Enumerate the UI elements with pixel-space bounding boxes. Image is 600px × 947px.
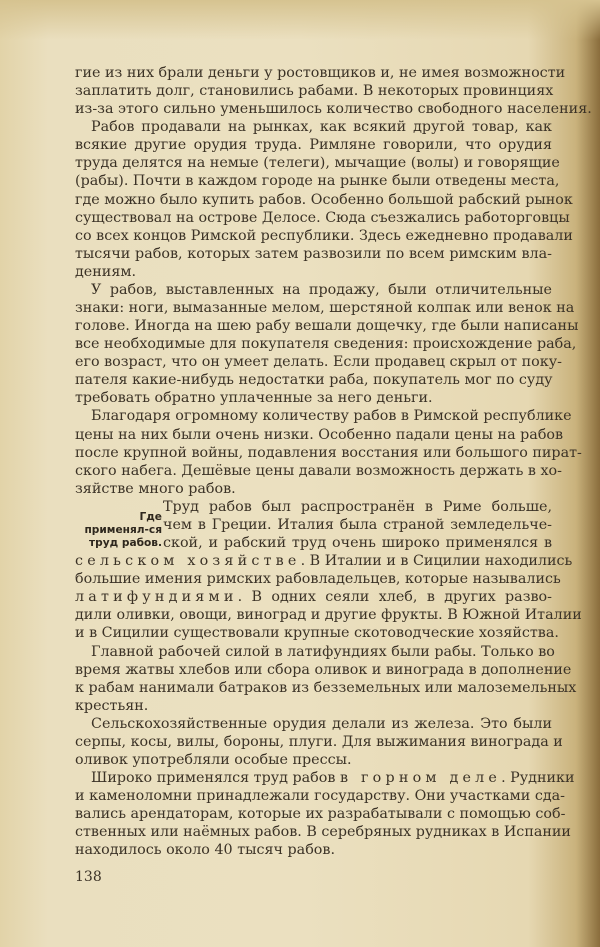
text-line [75, 191, 573, 209]
text-line [75, 136, 552, 154]
text-line [75, 480, 552, 498]
text-segment: . В одних сеяли хлеб, в других разво- [237, 589, 552, 606]
text-line [75, 353, 562, 371]
text-segment: вались арендаторам, которые их разрабатывали с помощью соб- [75, 806, 566, 823]
text-segment: из-за этого сильно уменьшилось количество свободного населения. [75, 101, 592, 118]
margin-note: Где применял-ся труд рабов. [84, 511, 162, 549]
text-line [75, 787, 566, 805]
text-segment: его возраст, что он умеет делать. Если продавец скрыл от поку- [75, 354, 562, 371]
text-segment: У рабов, выставленных на продажу, были отличительные [91, 281, 552, 298]
text-line [75, 227, 573, 245]
text-segment: требовать обратно уплаченные за него деньги. [75, 390, 433, 407]
page-number: 138 [75, 869, 102, 885]
text-line [75, 426, 564, 444]
text-segment: Рабов продавали на рынках, как всякий другой товар, как [91, 119, 552, 136]
text-segment: труда делятся на немые (телеги), мычащие (волы) и говорящие [75, 155, 560, 172]
text-segment: Труд рабов был распространён в Риме больше, [163, 498, 552, 515]
text-segment: находилось около 40 тысяч рабов. [75, 842, 335, 859]
text-segment: Сельскохозяйственные орудия делали из железа. Это были [91, 715, 552, 732]
text-line [75, 299, 575, 317]
text-segment: большие имения римских рабовладельцев, которые назывались [75, 571, 561, 588]
text-segment: время жатвы хлебов или сбора оливок и винограда в дополнение [75, 661, 572, 678]
text-line [75, 769, 575, 787]
text-segment: крестьян. [75, 697, 149, 714]
text-segment: всякие другие орудия труда. Римляне говорили, что орудия [75, 137, 552, 154]
text-line [75, 570, 561, 588]
text-line [75, 245, 552, 263]
text-segment: где можно было купить рабов. Особенно большой рабский рынок [75, 191, 573, 208]
text-line [75, 624, 559, 642]
text-segment: Широко применялся труд рабов [91, 770, 340, 787]
text-segment: пателя какие-нибудь недостатки раба, покупатель мог по суду [75, 372, 553, 389]
text-segment: цены на них были очень низки. Особенно падали цены на рабов [75, 426, 564, 443]
text-line [75, 462, 562, 480]
text-segment: гие из них брали деньги у ростовщиков и, не имея возможности [75, 65, 566, 81]
text-segment: (рабы). Почти в каждом городе на рынке были отведены места, [75, 173, 560, 190]
text-line [75, 100, 592, 118]
text-line [75, 588, 552, 606]
text-segment: чем в Греции. Италия была страной земледельче- [163, 516, 552, 533]
text-line [75, 118, 552, 136]
spaced-emphasis: сельском хозяйстве [75, 553, 301, 570]
text-segment: серпы, косы, вилы, бороны, плуги. Для выжимания винограда и [75, 733, 563, 750]
text-line [75, 841, 552, 859]
text-segment: . Рудники [501, 770, 575, 787]
text-segment: голове. Иногда на шею рабу вешали дощечку, где были написаны [75, 318, 579, 335]
text-line [75, 281, 552, 299]
text-line [75, 552, 573, 570]
text-line [75, 154, 560, 172]
text-line [163, 498, 552, 516]
text-line [75, 733, 563, 751]
text-line [163, 516, 552, 534]
text-segment: ской, и рабский труд очень широко применялся в [163, 535, 552, 552]
text-line [75, 172, 560, 190]
text-line [163, 534, 552, 552]
text-segment: все необходимые для покупателя сведения: происхождение раба, [75, 336, 577, 353]
page-top-edge [0, 0, 600, 40]
text-segment: Главной рабочей силой в латифундиях были рабы. Только во [91, 643, 555, 660]
text-segment: . В Италии и в Сицилии находились [300, 553, 573, 570]
text-line [75, 643, 555, 661]
text-segment: Благодаря огромному количеству рабов в Римской республике [91, 408, 572, 425]
text-line [75, 805, 566, 823]
text-line [75, 715, 552, 733]
text-line [75, 64, 566, 82]
text-line [75, 317, 579, 335]
text-segment: дениям. [75, 263, 137, 280]
body-text [75, 64, 592, 859]
text-line [75, 444, 582, 462]
text-segment: дили оливки, овощи, виноград и другие фрукты. В Южной Италии [75, 607, 582, 624]
text-segment: к рабам нанимали батраков из безземельных или малоземельных [75, 679, 577, 696]
text-segment: после крупной войны, подавления восстания или большого пират- [75, 444, 582, 461]
text-line [75, 209, 570, 227]
text-segment: заплатить долг, становились рабами. В некоторых провинциях [75, 83, 554, 100]
text-segment: со всех концов Римской республики. Здесь ежедневно продавали [75, 227, 573, 244]
text-segment: и в Сицилии существовали крупные скотоводческие хозяйства. [75, 625, 559, 642]
text-segment: существовал на острове Делосе. Сюда съезжались работорговцы [75, 209, 570, 226]
text-segment: знаки: ноги, вымазанные мелом, шерстяной колпак или венок на [75, 300, 575, 317]
text-segment: тысячи рабов, которых затем развозили по всем римским вла- [75, 245, 552, 262]
text-line [75, 407, 572, 425]
text-line [75, 263, 552, 281]
text-line [75, 679, 577, 697]
text-line [75, 661, 572, 679]
text-line [75, 82, 552, 100]
text-line [75, 606, 582, 624]
text-line [75, 697, 552, 715]
spaced-emphasis: в горном деле [340, 770, 502, 787]
text-segment: и каменоломни принадлежали государству. Они участками сда- [75, 788, 566, 805]
text-line [75, 335, 577, 353]
text-line [75, 371, 552, 389]
text-line [75, 389, 552, 407]
text-segment: ственных или наёмных рабов. В серебряных рудниках в Испании [75, 824, 571, 841]
text-line [75, 751, 552, 769]
text-segment: зяйстве много рабов. [75, 480, 236, 497]
text-segment: оливок употребляли особые прессы. [75, 751, 352, 768]
text-line [75, 823, 571, 841]
spaced-emphasis: латифундиями [75, 589, 238, 606]
text-segment: ского набега. Дешёвые цены давали возможность держать в хо- [75, 462, 562, 479]
